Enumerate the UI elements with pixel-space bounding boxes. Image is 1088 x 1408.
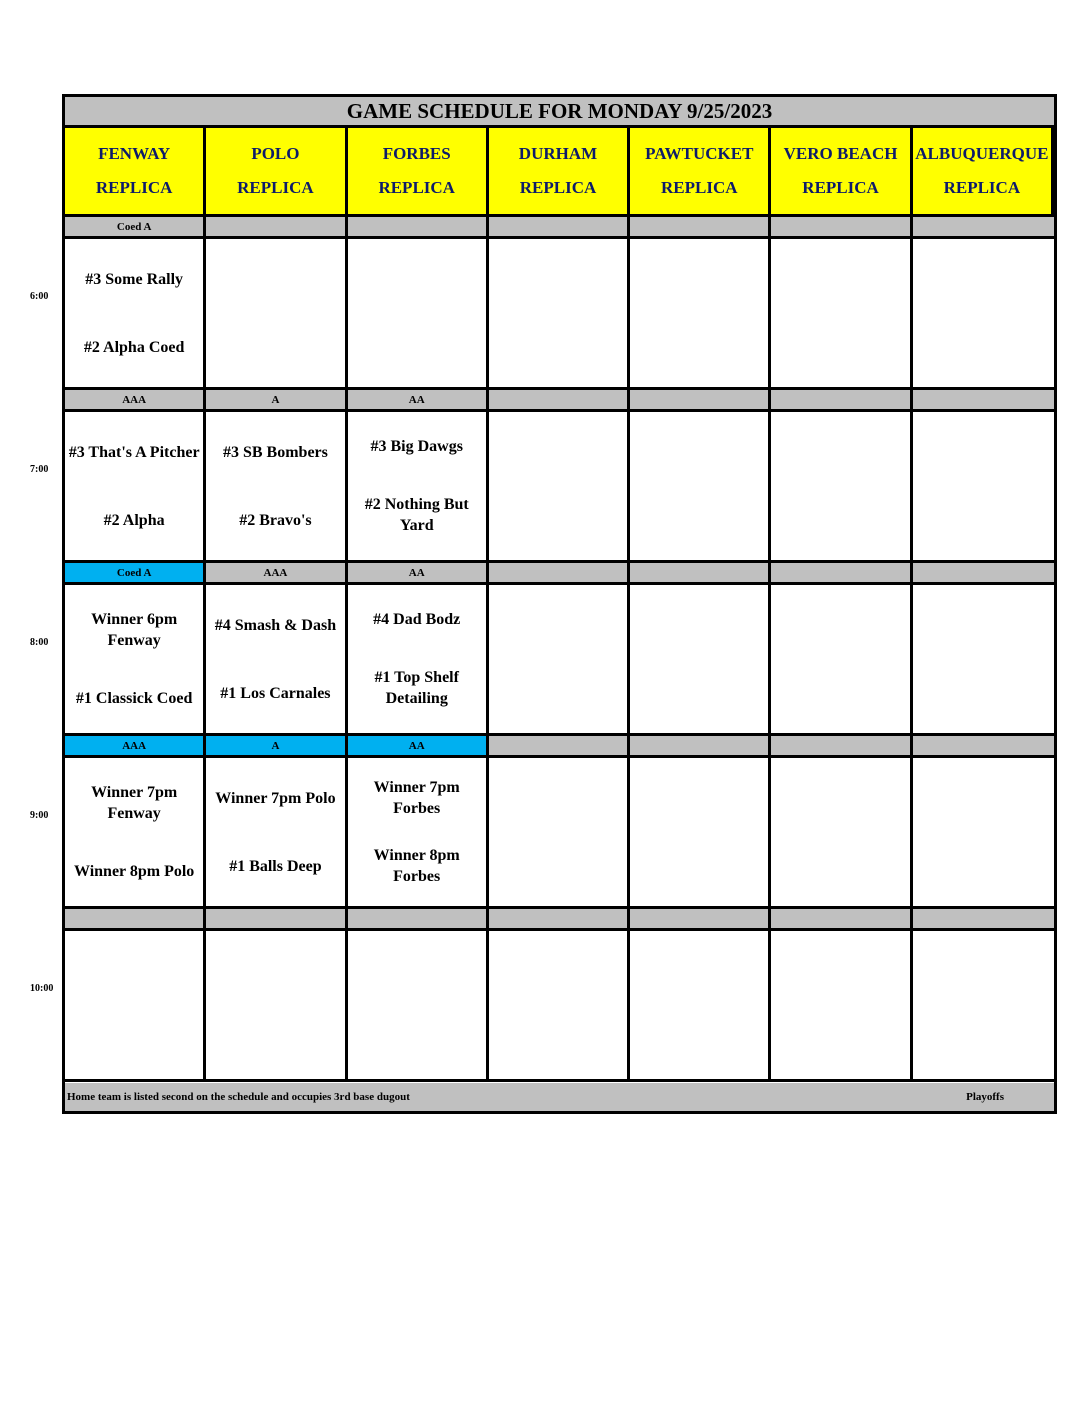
division-label — [630, 217, 771, 239]
game-cell — [206, 585, 347, 736]
game-cell — [489, 585, 630, 736]
division-label: AAA — [65, 736, 206, 758]
game-cell — [489, 931, 630, 1082]
division-label — [206, 217, 347, 239]
game-cell — [913, 758, 1054, 909]
schedule-table — [62, 94, 1057, 1114]
division-label — [348, 909, 489, 931]
game-cell — [771, 931, 912, 1082]
game-cell — [630, 931, 771, 1082]
game-cell — [65, 239, 206, 390]
away-team: Winner 7pm Forbes — [373, 779, 460, 817]
division-label — [630, 390, 771, 412]
field-name: DURHAM — [518, 144, 598, 163]
away-team: #3 Big Dawgs — [370, 438, 463, 456]
field-header-pawtucket — [630, 128, 771, 217]
division-label — [771, 390, 912, 412]
away-team: #3 SB Bombers — [222, 443, 328, 461]
field-header-polo — [206, 128, 347, 217]
game-cell — [913, 239, 1054, 390]
home-team: #1 Classick Coed — [75, 689, 193, 707]
field-name: ALBUQUERQUE — [915, 144, 1049, 163]
game-cell — [206, 239, 347, 390]
home-team: #2 Bravo's — [239, 511, 312, 529]
division-label: AAA — [65, 390, 206, 412]
time-label: 9:00 — [30, 810, 49, 821]
division-label — [206, 909, 347, 931]
time-label: 6:00 — [30, 291, 49, 302]
division-label — [489, 736, 630, 758]
away-team: Winner 7pm Fenway — [91, 784, 178, 823]
schedule-grid — [65, 128, 1054, 1082]
division-label: Coed A — [65, 563, 206, 585]
division-label — [913, 563, 1054, 585]
away-team: Winner 7pm Polo — [215, 789, 336, 807]
game-cell — [771, 758, 912, 909]
field-type: REPLICA — [802, 178, 879, 197]
home-team: #1 Los Carnales — [220, 684, 331, 702]
schedule-footer — [65, 1083, 1054, 1111]
game-cell — [630, 758, 771, 909]
home-team: #1 Balls Deep — [229, 857, 322, 875]
playoffs-legend: Playoffs — [966, 1091, 1004, 1103]
game-cell — [348, 239, 489, 390]
game-cell — [348, 931, 489, 1082]
game-cell — [489, 758, 630, 909]
time-label: 8:00 — [30, 637, 49, 648]
game-cell — [913, 412, 1054, 563]
field-name: FORBES — [382, 144, 451, 163]
division-label — [913, 217, 1054, 239]
division-label: A — [206, 736, 347, 758]
home-team: #2 Alpha Coed — [83, 338, 185, 356]
division-label — [630, 563, 771, 585]
game-cell — [771, 239, 912, 390]
game-cell — [630, 412, 771, 563]
game-cell — [630, 239, 771, 390]
game-cell — [771, 585, 912, 736]
game-cell — [913, 931, 1054, 1082]
away-team: #4 Smash & Dash — [214, 616, 337, 634]
game-cell — [206, 931, 347, 1082]
division-label — [489, 390, 630, 412]
away-team: #3 Some Rally — [85, 270, 184, 288]
division-label: A — [206, 390, 347, 412]
schedule-title: GAME SCHEDULE FOR MONDAY 9/25/2023 — [65, 97, 1054, 128]
field-name: FENWAY — [98, 144, 171, 163]
division-label: AA — [348, 390, 489, 412]
away-team: #3 That's A Pitcher — [68, 443, 200, 461]
division-label: Coed A — [65, 217, 206, 239]
field-type: REPLICA — [95, 178, 173, 197]
division-label — [913, 390, 1054, 412]
home-team: Winner 8pm Polo — [73, 862, 195, 880]
footer-note: Home team is listed second on the schedule and occupies 3rd base dugout — [67, 1091, 410, 1103]
division-label — [630, 909, 771, 931]
field-header-vero-beach — [771, 128, 912, 217]
home-team: Winner 8pm Forbes — [373, 847, 460, 885]
division-label — [771, 736, 912, 758]
field-header-durham — [489, 128, 630, 217]
game-cell — [489, 412, 630, 563]
game-cell — [348, 758, 489, 909]
game-cell — [65, 758, 206, 909]
home-team: #2 Nothing But Yard — [364, 495, 469, 534]
game-cell — [913, 585, 1054, 736]
time-label: 7:00 — [30, 464, 49, 475]
field-type: REPLICA — [519, 178, 597, 197]
field-type: REPLICA — [378, 178, 455, 197]
division-label — [913, 909, 1054, 931]
game-cell — [348, 412, 489, 563]
field-name: VERO BEACH — [783, 144, 898, 163]
game-cell — [65, 412, 206, 563]
away-team: Winner 6pm Fenway — [91, 611, 178, 650]
away-team: #4 Dad Bodz — [373, 611, 461, 629]
division-label — [65, 909, 206, 931]
field-type: REPLICA — [943, 178, 1021, 197]
division-label: AA — [348, 736, 489, 758]
home-team: #2 Alpha — [103, 511, 165, 529]
division-label — [771, 563, 912, 585]
division-label — [630, 736, 771, 758]
division-label — [489, 563, 630, 585]
time-label: 10:00 — [30, 983, 54, 994]
division-label: AAA — [206, 563, 347, 585]
division-label — [913, 736, 1054, 758]
field-header-forbes — [348, 128, 489, 217]
game-cell — [348, 585, 489, 736]
field-name: PAWTUCKET — [645, 144, 754, 163]
field-header-fenway — [65, 128, 206, 217]
field-type: REPLICA — [661, 178, 738, 197]
home-team: #1 Top Shelf Detailing — [374, 668, 459, 707]
division-label: AA — [348, 563, 489, 585]
game-cell — [65, 931, 206, 1082]
game-cell — [771, 412, 912, 563]
game-cell — [65, 585, 206, 736]
game-cell — [489, 239, 630, 390]
division-label — [489, 217, 630, 239]
division-label — [489, 909, 630, 931]
division-label — [771, 217, 912, 239]
game-cell — [206, 758, 347, 909]
game-cell — [630, 585, 771, 736]
field-name: POLO — [251, 144, 300, 163]
field-type: REPLICA — [237, 178, 314, 197]
division-label — [771, 909, 912, 931]
division-label — [348, 217, 489, 239]
game-cell — [206, 412, 347, 563]
field-header-albuquerque — [913, 128, 1054, 217]
